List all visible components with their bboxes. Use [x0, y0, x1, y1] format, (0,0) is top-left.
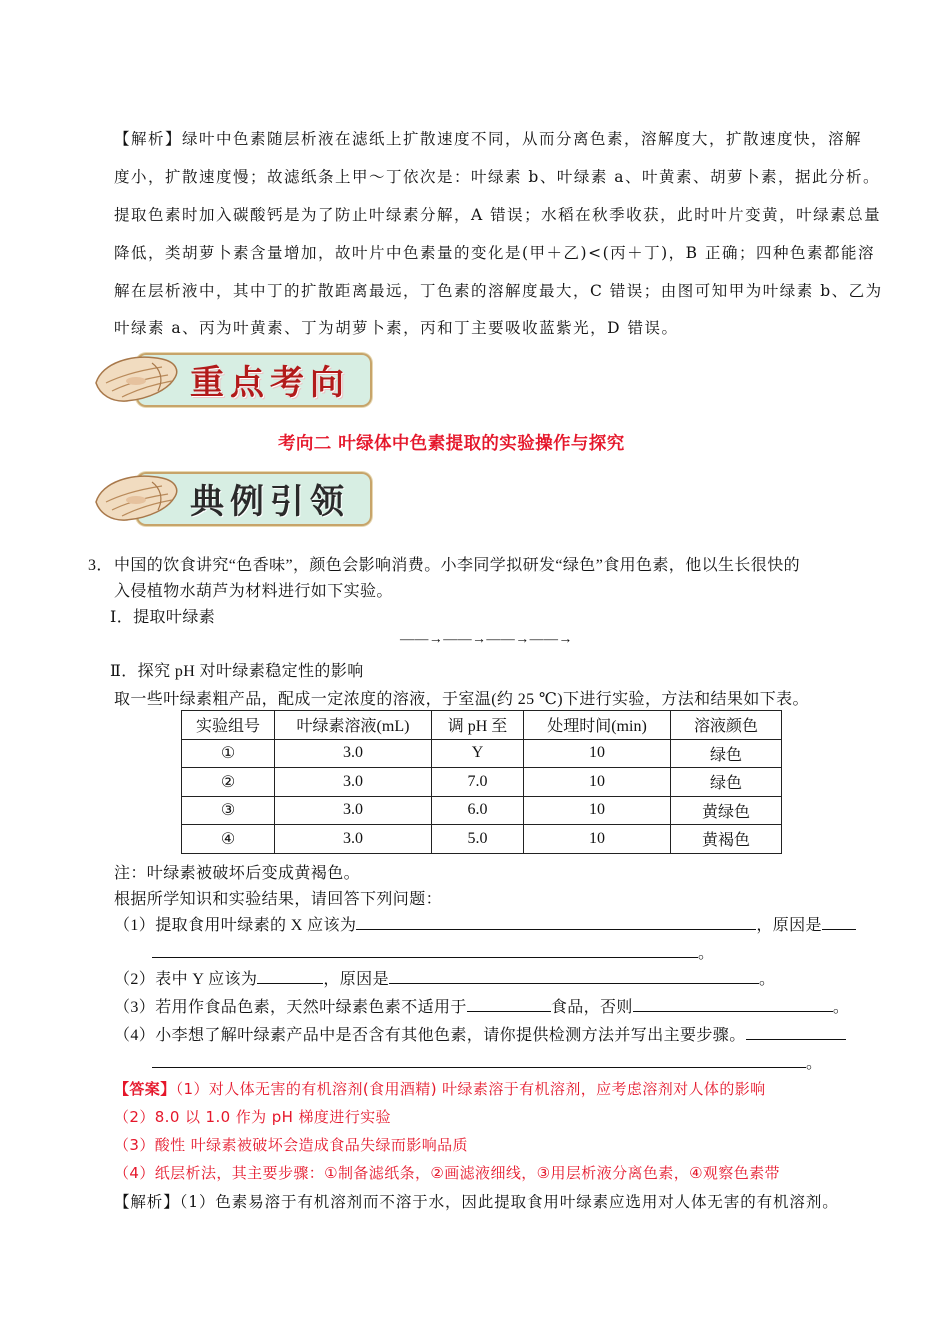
table-header-cell: 实验组号	[182, 711, 275, 740]
period: 。	[698, 945, 715, 962]
table-cell: 3.0	[275, 739, 432, 768]
question-intro: 入侵植物水葫芦为材料进行如下实验。	[114, 583, 393, 600]
answer-blank[interactable]	[356, 914, 756, 930]
sub-question-2	[114, 966, 775, 989]
table-cell: 绿色	[671, 739, 782, 768]
table-cell: ④	[182, 825, 275, 854]
answer-blank[interactable]	[389, 968, 759, 984]
table-note: 注：叶绿素被破坏后变成黄褐色。	[114, 865, 361, 882]
seashell-icon	[92, 468, 182, 526]
analysis-line: 降低，类胡萝卜素含量增加，故叶片中色素量的变化是(甲＋乙)<(丙＋丁)，B 正确；四种色素都能溶	[114, 244, 875, 262]
analysis-paragraph-2: 【解析】（1）色素易溶于有机溶剂而不溶于水，因此提取食用叶绿素应选用对人体无害的有机溶剂。	[114, 1193, 839, 1211]
answer-blank[interactable]	[746, 1024, 846, 1040]
analysis-line: 叶绿素 a、丙为叶黄素、丁为胡萝卜素，丙和丁主要吸收蓝紫光，D 错误。	[114, 319, 679, 337]
table-header-row	[182, 711, 782, 740]
answer-text: （1）对人体无害的有机溶剂(食用酒精) 叶绿素溶于有机溶剂，应考虑溶剂对人体的影响	[175, 1080, 766, 1098]
question-prompt: 根据所学知识和实验结果，请回答下列问题：	[114, 891, 443, 908]
section-banner-examples	[92, 466, 377, 530]
section-banner-key-points	[92, 347, 377, 411]
analysis-line: 提取色素时加入碳酸钙是为了防止叶绿素分解，A 错误；水稻在秋季收获，此时叶片变黄，叶绿素总量	[114, 206, 882, 224]
table-cell: 10	[524, 825, 671, 854]
answer-blank[interactable]	[152, 942, 698, 958]
results-table	[181, 710, 782, 854]
table-row	[182, 739, 782, 768]
sub-question-1	[114, 912, 856, 935]
analysis-line: 解在层析液中，其中丁的扩散距离最远，丁色素的溶解度最大，C 错误；由图可知甲为叶绿素 b、乙为	[114, 282, 883, 300]
analysis-line: 度小，扩散速度慢；故滤纸条上甲～丁依次是：叶绿素 b、叶绿素 a、叶黄素、胡萝卜素，据此分析。	[114, 168, 881, 186]
table-cell: 6.0	[432, 796, 524, 825]
table-cell: 10	[524, 796, 671, 825]
sub-question-1-text: ，原因是	[756, 917, 822, 934]
sub-question-1-text: （1）提取食用叶绿素的 X 应该为	[114, 917, 357, 934]
table-header-cell: 处理时间(min)	[524, 711, 671, 740]
answer-line-2: （2）8.0 以 1.0 作为 pH 梯度进行实验	[114, 1108, 391, 1126]
part-2-heading: Ⅱ．探究 pH 对叶绿素稳定性的影响	[110, 663, 364, 680]
table-row	[182, 768, 782, 797]
method-description: 取一些叶绿素粗产品，配成一定浓度的溶液，于室温(约 25 ℃)下进行实验，方法和结果如下表。	[114, 691, 809, 708]
table-cell: 黄褐色	[671, 825, 782, 854]
sub-question-2-text: （2）表中 Y 应该为	[114, 971, 258, 988]
table-cell: 绿色	[671, 768, 782, 797]
process-flow-arrows: ——→——→——→——→	[400, 632, 573, 647]
sub-question-4-text: （4）小李想了解叶绿素产品中是否含有其他色素，请你提供检测方法并写出主要步骤。	[114, 1027, 746, 1044]
question-intro: 中国的饮食讲究“色香味”，颜色会影响消费。小李同学拟研发“绿色”食用色素，他以生长很快的	[114, 557, 801, 574]
answer-blank[interactable]	[822, 914, 856, 930]
answer-blank[interactable]	[257, 968, 323, 984]
table-cell: 3.0	[275, 825, 432, 854]
sub-question-4-continued	[152, 1050, 822, 1073]
section-title: 考向二 叶绿体中色素提取的实验操作与探究	[278, 434, 625, 454]
banner-title: 典例引领	[190, 482, 350, 522]
answer-label: 【答案】	[114, 1080, 176, 1098]
period: 。	[832, 999, 850, 1016]
table-cell: Y	[432, 739, 524, 768]
seashell-icon	[92, 349, 182, 407]
answer-line-3: （3）酸性 叶绿素被破坏会造成食品失绿而影响品质	[114, 1136, 468, 1154]
answer-blank[interactable]	[633, 996, 833, 1012]
sub-question-4	[114, 1022, 846, 1045]
table-cell: 7.0	[432, 768, 524, 797]
sub-question-3-text: 食品，否则	[550, 999, 633, 1016]
sub-question-3-text: （3）若用作食品色素，天然叶绿素色素不适用于	[114, 999, 467, 1016]
table-cell: 黄绿色	[671, 796, 782, 825]
answer-blank[interactable]	[467, 996, 551, 1012]
answer-line-4: （4）纸层析法，其主要步骤：①制备滤纸条，②画滤液细线，③用层析液分离色素，④观察色素带	[114, 1164, 780, 1182]
table-row	[182, 796, 782, 825]
table-cell: 3.0	[275, 796, 432, 825]
table-cell: 10	[524, 739, 671, 768]
banner-title: 重点考向	[190, 363, 350, 403]
table-row	[182, 825, 782, 854]
table-header-cell: 溶液颜色	[671, 711, 782, 740]
sub-question-2-text: ，原因是	[323, 971, 389, 988]
table-cell: ③	[182, 796, 275, 825]
table-cell: 10	[524, 768, 671, 797]
table-cell: ①	[182, 739, 275, 768]
table-header-cell: 调 pH 至	[432, 711, 524, 740]
sub-question-1-continued	[152, 940, 714, 963]
table-cell: 5.0	[432, 825, 524, 854]
table-header-cell: 叶绿素溶液(mL)	[275, 711, 432, 740]
table-cell: ②	[182, 768, 275, 797]
analysis-line: 【解析】绿叶中色素随层析液在滤纸上扩散速度不同，从而分离色素，溶解度大，扩散速度快，溶解	[114, 130, 863, 148]
sub-question-3	[114, 994, 849, 1017]
period: 。	[758, 971, 776, 988]
part-1-heading: Ⅰ．提取叶绿素	[110, 609, 216, 626]
question-number: 3．	[88, 557, 113, 574]
period: 。	[806, 1055, 823, 1072]
answer-line-1	[114, 1078, 766, 1099]
answer-blank[interactable]	[152, 1052, 806, 1068]
table-cell: 3.0	[275, 768, 432, 797]
